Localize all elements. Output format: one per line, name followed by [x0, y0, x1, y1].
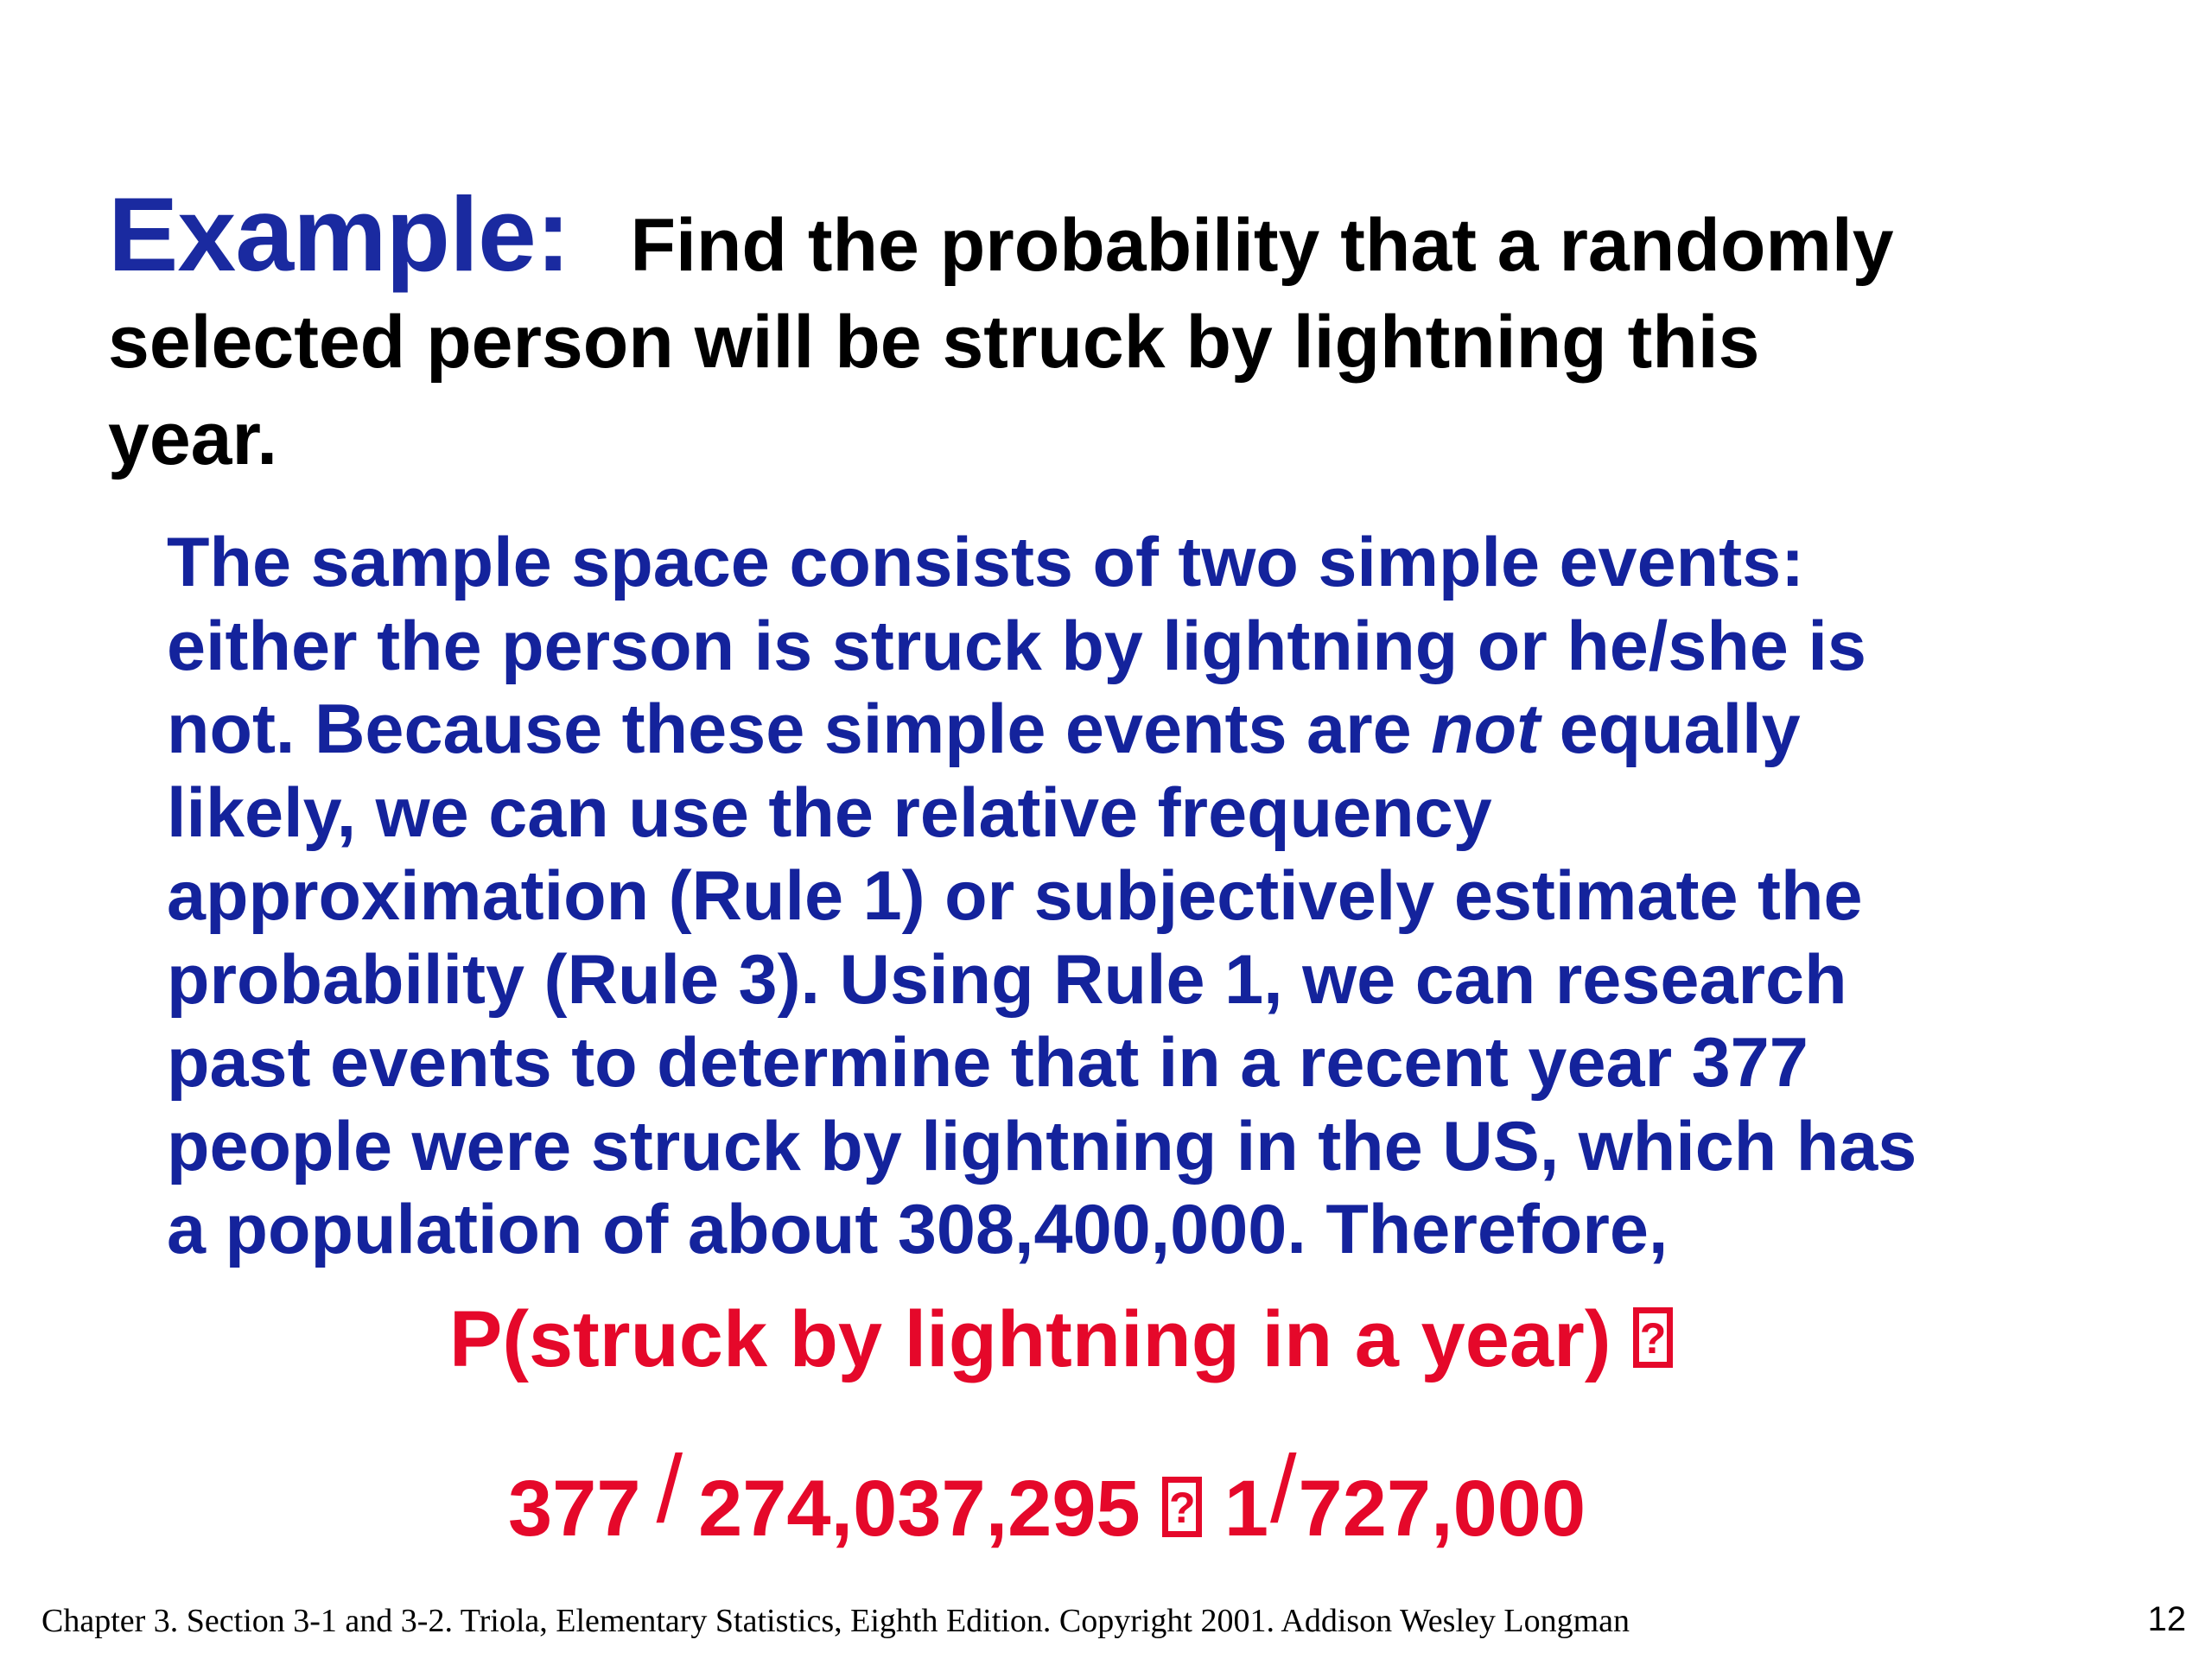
explanation-paragraph: [167, 521, 2154, 1272]
slide-title: [108, 175, 2164, 487]
fraction-slash: /: [1269, 1436, 1297, 1542]
question-line-1: Find the probability that a randomly: [630, 204, 1894, 287]
body-line: approximation (Rule 1) or subjectively estimate the: [167, 857, 1863, 935]
body-line: either the person is struck by lightning or he/she is: [167, 607, 1866, 685]
page-number: 12: [2147, 1600, 2186, 1638]
question-line-3: year.: [108, 397, 278, 480]
formula-numerator: 377: [508, 1465, 641, 1553]
result-denominator: 727,000: [1298, 1465, 1586, 1553]
body-line: likely, we can use the relative frequency: [167, 773, 1492, 852]
probability-formula-line-1: [0, 1294, 2212, 1385]
body-line: not. Because these simple events are not equally: [167, 690, 1801, 768]
missing-symbol-icon: [1162, 1477, 1202, 1537]
missing-symbol-icon: [1633, 1307, 1673, 1368]
emphasis-not: not: [1431, 690, 1541, 768]
body-line: people were struck by lightning in the US, which has: [167, 1107, 1917, 1185]
question-line-2: selected person will be struck by lightning this: [108, 301, 1760, 384]
formula-denominator: 274,037,295: [698, 1465, 1141, 1553]
body-line: The sample space consists of two simple events:: [167, 524, 1805, 601]
body-line: a population of about 308,400,000. Therefore,: [167, 1191, 1669, 1268]
example-label: Example:: [108, 175, 570, 293]
fraction-slash: /: [656, 1436, 683, 1542]
result-numerator: 1: [1224, 1465, 1268, 1553]
body-line: past events to determine that in a recent year 377: [167, 1024, 1808, 1102]
probability-formula-line-2: [0, 1434, 2212, 1554]
body-line: probability (Rule 3). Using Rule 1, we can research: [167, 940, 1847, 1019]
footer-citation: Chapter 3. Section 3-1 and 3-2. Triola, Elementary Statistics, Eighth Edition. Copyright 2001. Addison Wesley Longman: [41, 1603, 1630, 1639]
probability-expression: P(struck by lightning in a year): [449, 1295, 1634, 1383]
